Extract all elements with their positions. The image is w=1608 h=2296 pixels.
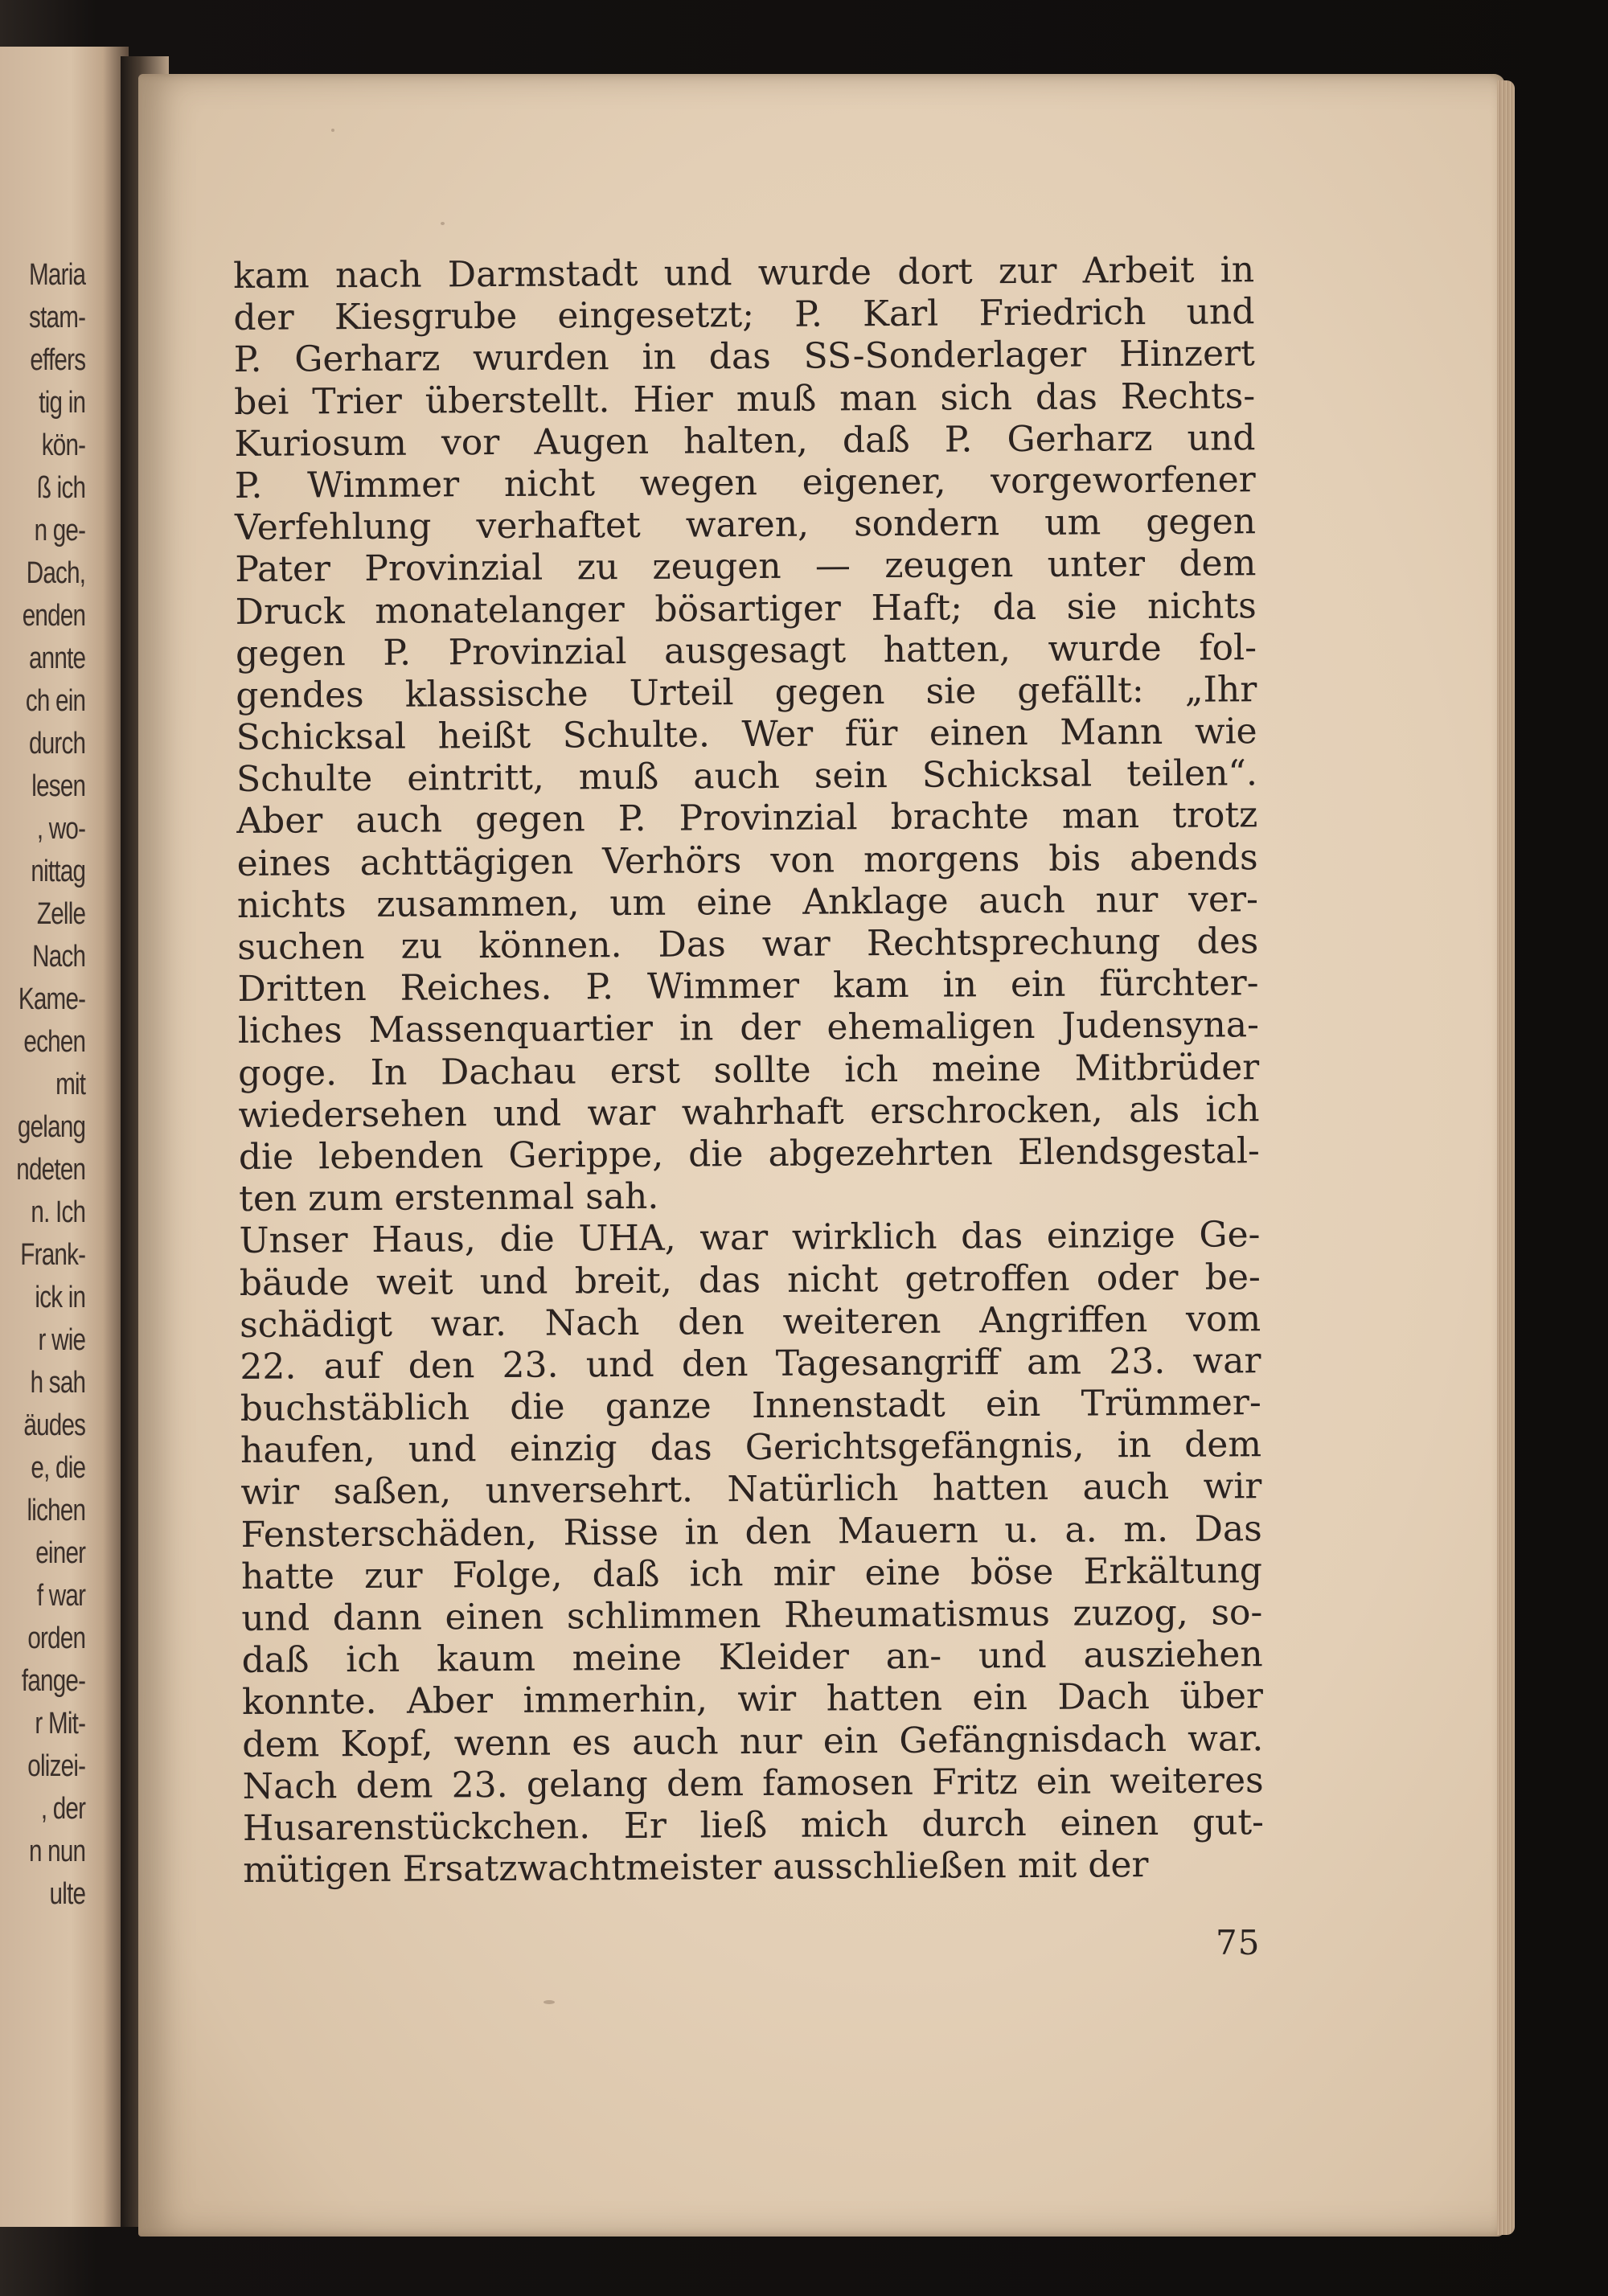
text-line: hatte zur Folge, daß ich mir eine böse Erkältung	[240, 1550, 1263, 1597]
text-line: P. Gerharz wurden in das SS-Sonderlager Hinzert	[233, 333, 1255, 381]
left-page-line-fragment: durch	[28, 727, 85, 761]
text-line: Pater Provinzial zu zeugen — zeugen unter dem	[235, 543, 1257, 591]
left-page-line-fragment: r wie	[38, 1323, 85, 1357]
text-line: Dritten Reiches. P. Wimmer kam in ein fürchter-	[237, 962, 1259, 1011]
text-line: kam nach Darmstadt und wurde dort zur Arbeit in	[233, 249, 1255, 297]
text-line: gegen P. Provinzial ausgesagt hatten, wurde fol-	[235, 626, 1257, 674]
left-page-line-fragment: Frank-	[20, 1238, 86, 1272]
left-page-text	[16, 254, 85, 1916]
left-page-line-fragment: effers	[30, 343, 85, 377]
left-page-line-fragment: Nach	[31, 940, 86, 974]
left-page-line-fragment: nittag	[31, 855, 85, 888]
left-page-line-fragment: h sah	[30, 1366, 85, 1400]
text-line: bei Trier überstellt. Hier muß man sich das Rechts-	[233, 375, 1256, 423]
left-page-line-fragment: ndeten	[16, 1153, 85, 1187]
paper-speck	[544, 2000, 555, 2004]
left-page	[0, 47, 129, 2227]
left-page-line-fragment: annte	[28, 642, 85, 675]
left-page-line-fragment: Maria	[28, 258, 85, 292]
text-line: Schulte eintritt, muß auch sein Schicksal teilen“.	[236, 752, 1258, 801]
paper-speck	[331, 129, 334, 132]
text-line: liches Massenquartier in der ehemaligen Judensyna-	[237, 1004, 1260, 1052]
text-line: Schicksal heißt Schulte. Wer für einen Mann wie	[236, 711, 1257, 759]
left-page-line-fragment: echen	[23, 1025, 85, 1059]
text-line: eines achttägigen Verhörs von morgens bis abends	[236, 836, 1258, 884]
text-line: wiedersehen und war wahrhaft erschrocken, als ich	[238, 1088, 1260, 1136]
text-line: daß ich kaum meine Kleider an- und ausziehen	[241, 1634, 1263, 1682]
left-page-line-fragment: ß ich	[36, 471, 85, 505]
text-line: suchen zu können. Das war Rechtsprechung des	[237, 920, 1259, 968]
text-line: dem Kopf, wenn es auch nur ein Gefängnisdach war.	[242, 1717, 1264, 1765]
text-line: konnte. Aber immerhin, wir hatten ein Dach über	[241, 1675, 1264, 1724]
left-page-line-fragment: f war	[36, 1579, 85, 1613]
left-page-line-fragment: ick in	[35, 1281, 85, 1314]
text-line: Fensterschäden, Risse in den Mauern u. a. m. Das	[240, 1507, 1262, 1556]
text-line: und dann einen schlimmen Rheumatismus zuzog, so-	[241, 1592, 1263, 1639]
left-page-line-fragment: , wo-	[36, 812, 85, 846]
text-line: schädigt war. Nach den weiteren Angriffen vom	[239, 1298, 1261, 1346]
text-line: Aber auch gegen P. Provinzial brachte man trotz	[236, 794, 1258, 843]
text-line: der Kiesgrube eingesetzt; P. Karl Friedrich und	[233, 291, 1255, 339]
text-line: Kuriosum vor Augen halten, daß P. Gerharz und	[234, 416, 1256, 465]
text-line: nichts zusammen, um eine Anklage auch nur ver-	[236, 879, 1259, 926]
left-page-line-fragment: Kame-	[18, 982, 86, 1016]
text-line: buchstäblich die ganze Innenstadt ein Trümmer-	[240, 1382, 1261, 1430]
left-page-line-fragment: Zelle	[36, 897, 85, 931]
left-page-line-fragment: mit	[55, 1068, 85, 1101]
left-page-line-fragment: n. Ich	[31, 1195, 86, 1229]
text-line: goge. In Dachau erst sollte ich meine Mitbrüder	[238, 1046, 1260, 1094]
left-page-line-fragment: fange-	[21, 1664, 85, 1698]
text-line: Nach dem 23. gelang dem famosen Fritz ein weiteres	[242, 1759, 1264, 1807]
left-page-line-fragment: stam-	[28, 301, 85, 334]
left-page-line-fragment: , der	[40, 1792, 85, 1826]
text-line: haufen, und einzig das Gerichtsgefängnis, in dem	[240, 1424, 1262, 1472]
paper-speck	[441, 222, 445, 225]
left-page-line-fragment: kön-	[41, 428, 85, 462]
text-line: die lebenden Gerippe, die abgezehrten Elendsgestal-	[238, 1130, 1260, 1178]
text-line: Verfehlung verhaftet waren, sondern um gegen	[234, 501, 1257, 549]
left-page-line-fragment: olizei-	[27, 1749, 86, 1783]
text-line: wir saßen, unversehrt. Natürlich hatten auch wir	[240, 1466, 1262, 1514]
left-page-line-fragment: e, die	[31, 1451, 85, 1485]
text-line: ten zum erstenmal sah.	[239, 1175, 659, 1220]
left-page-line-fragment: ulte	[49, 1877, 85, 1911]
body-text	[233, 249, 1264, 1892]
left-page-line-fragment: gelang	[17, 1110, 85, 1144]
left-page-line-fragment: orden	[27, 1622, 85, 1655]
left-page-line-fragment: tig in	[39, 386, 85, 420]
left-page-line-fragment: lichen	[27, 1494, 85, 1527]
text-line: gendes klassische Urteil gegen sie gefällt: „Ihr	[236, 669, 1257, 716]
left-page-line-fragment: einer	[35, 1536, 85, 1570]
text-line: Husarenstückchen. Er ließ mich durch einen gut-	[242, 1802, 1265, 1849]
left-page-line-fragment: enden	[22, 599, 86, 633]
left-page-line-fragment: ch ein	[25, 684, 85, 718]
page-number: 75	[1216, 1923, 1261, 1962]
text-line: bäude weit und breit, das nicht getroffen oder be-	[239, 1256, 1261, 1304]
left-page-line-fragment: äudes	[23, 1408, 85, 1442]
left-page-line-fragment: Dach,	[26, 556, 85, 590]
left-page-line-fragment: lesen	[31, 769, 85, 803]
text-line: 22. auf den 23. und den Tagesangriff am 23. war	[240, 1340, 1261, 1388]
text-line: mütigen Ersatzwachtmeister ausschließen mit der	[243, 1844, 1149, 1892]
left-page-line-fragment: n ge-	[34, 514, 85, 547]
page-edges	[1497, 80, 1515, 2235]
left-page-line-fragment: r Mit-	[35, 1707, 85, 1740]
text-line: Unser Haus, die UHA, war wirklich das einzige Ge-	[239, 1214, 1261, 1262]
text-line: Druck monatelanger bösartiger Haft; da sie nichts	[235, 584, 1257, 633]
left-page-line-fragment: n nun	[28, 1835, 85, 1868]
text-line: P. Wimmer nicht wegen eigener, vorgeworfener	[234, 459, 1256, 506]
